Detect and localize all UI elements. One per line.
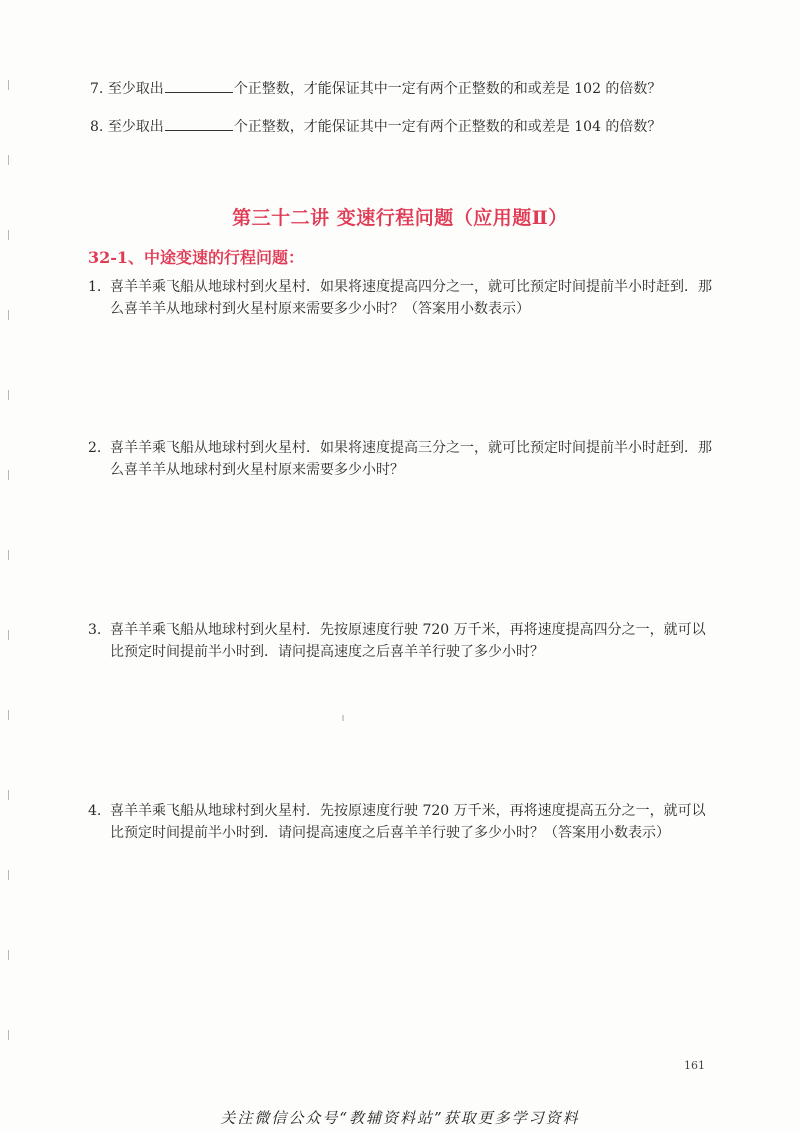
question-text-after: 个正整数，才能保证其中一定有两个正整数的和或差是 102 的倍数？ xyxy=(233,81,662,97)
question-number: 7. xyxy=(90,81,104,97)
section-title: 32-1、中途变速的行程问题： xyxy=(88,248,305,267)
page-number: 161 xyxy=(684,1059,705,1072)
problem-1 xyxy=(88,276,713,320)
answer-blank[interactable] xyxy=(165,116,233,131)
problem-number: 3. xyxy=(88,622,102,638)
question-text-after: 个正整数，才能保证其中一定有两个正整数的和或差是 104 的倍数？ xyxy=(233,119,662,135)
footer-watermark: 关注微信公众号“教辅资料站”获取更多学习资料 xyxy=(220,1109,580,1127)
problem-4 xyxy=(88,800,713,844)
problem-3 xyxy=(88,619,713,663)
question-text-before: 至少取出 xyxy=(107,119,164,135)
problem-text: 喜羊羊乘飞船从地球村到火星村．先按原速度行驶 720 万千米，再将速度提高四分之一，就可以比预定时间提前半小时到．请问提高速度之后喜羊羊行驶了多少小时？ xyxy=(110,622,706,660)
answer-blank[interactable] xyxy=(165,78,233,93)
question-text-before: 至少取出 xyxy=(107,81,164,97)
question-number: 8. xyxy=(90,119,104,135)
problem-2 xyxy=(88,437,713,481)
problem-number: 2. xyxy=(88,440,102,456)
fill-question-8 xyxy=(90,116,661,137)
fill-question-7 xyxy=(90,78,661,99)
scan-speck xyxy=(342,715,344,721)
problem-number: 4. xyxy=(88,803,102,819)
problem-text: 喜羊羊乘飞船从地球村到火星村．如果将速度提高三分之一，就可比预定时间提前半小时赶到．那么喜羊羊从地球村到火星村原来需要多少小时？ xyxy=(110,440,712,478)
problem-text: 喜羊羊乘飞船从地球村到火星村．先按原速度行驶 720 万千米，再将速度提高五分之一，就可以比预定时间提前半小时到．请问提高速度之后喜羊羊行驶了多少小时？（答案用小数表示） xyxy=(110,803,706,841)
problem-number: 1. xyxy=(88,279,102,295)
problem-text: 喜羊羊乘飞船从地球村到火星村．如果将速度提高四分之一，就可比预定时间提前半小时赶到．那么喜羊羊从地球村到火星村原来需要多少小时？（答案用小数表示） xyxy=(110,279,712,317)
lecture-title: 第三十二讲 变速行程问题（应用题Ⅱ） xyxy=(232,207,568,229)
